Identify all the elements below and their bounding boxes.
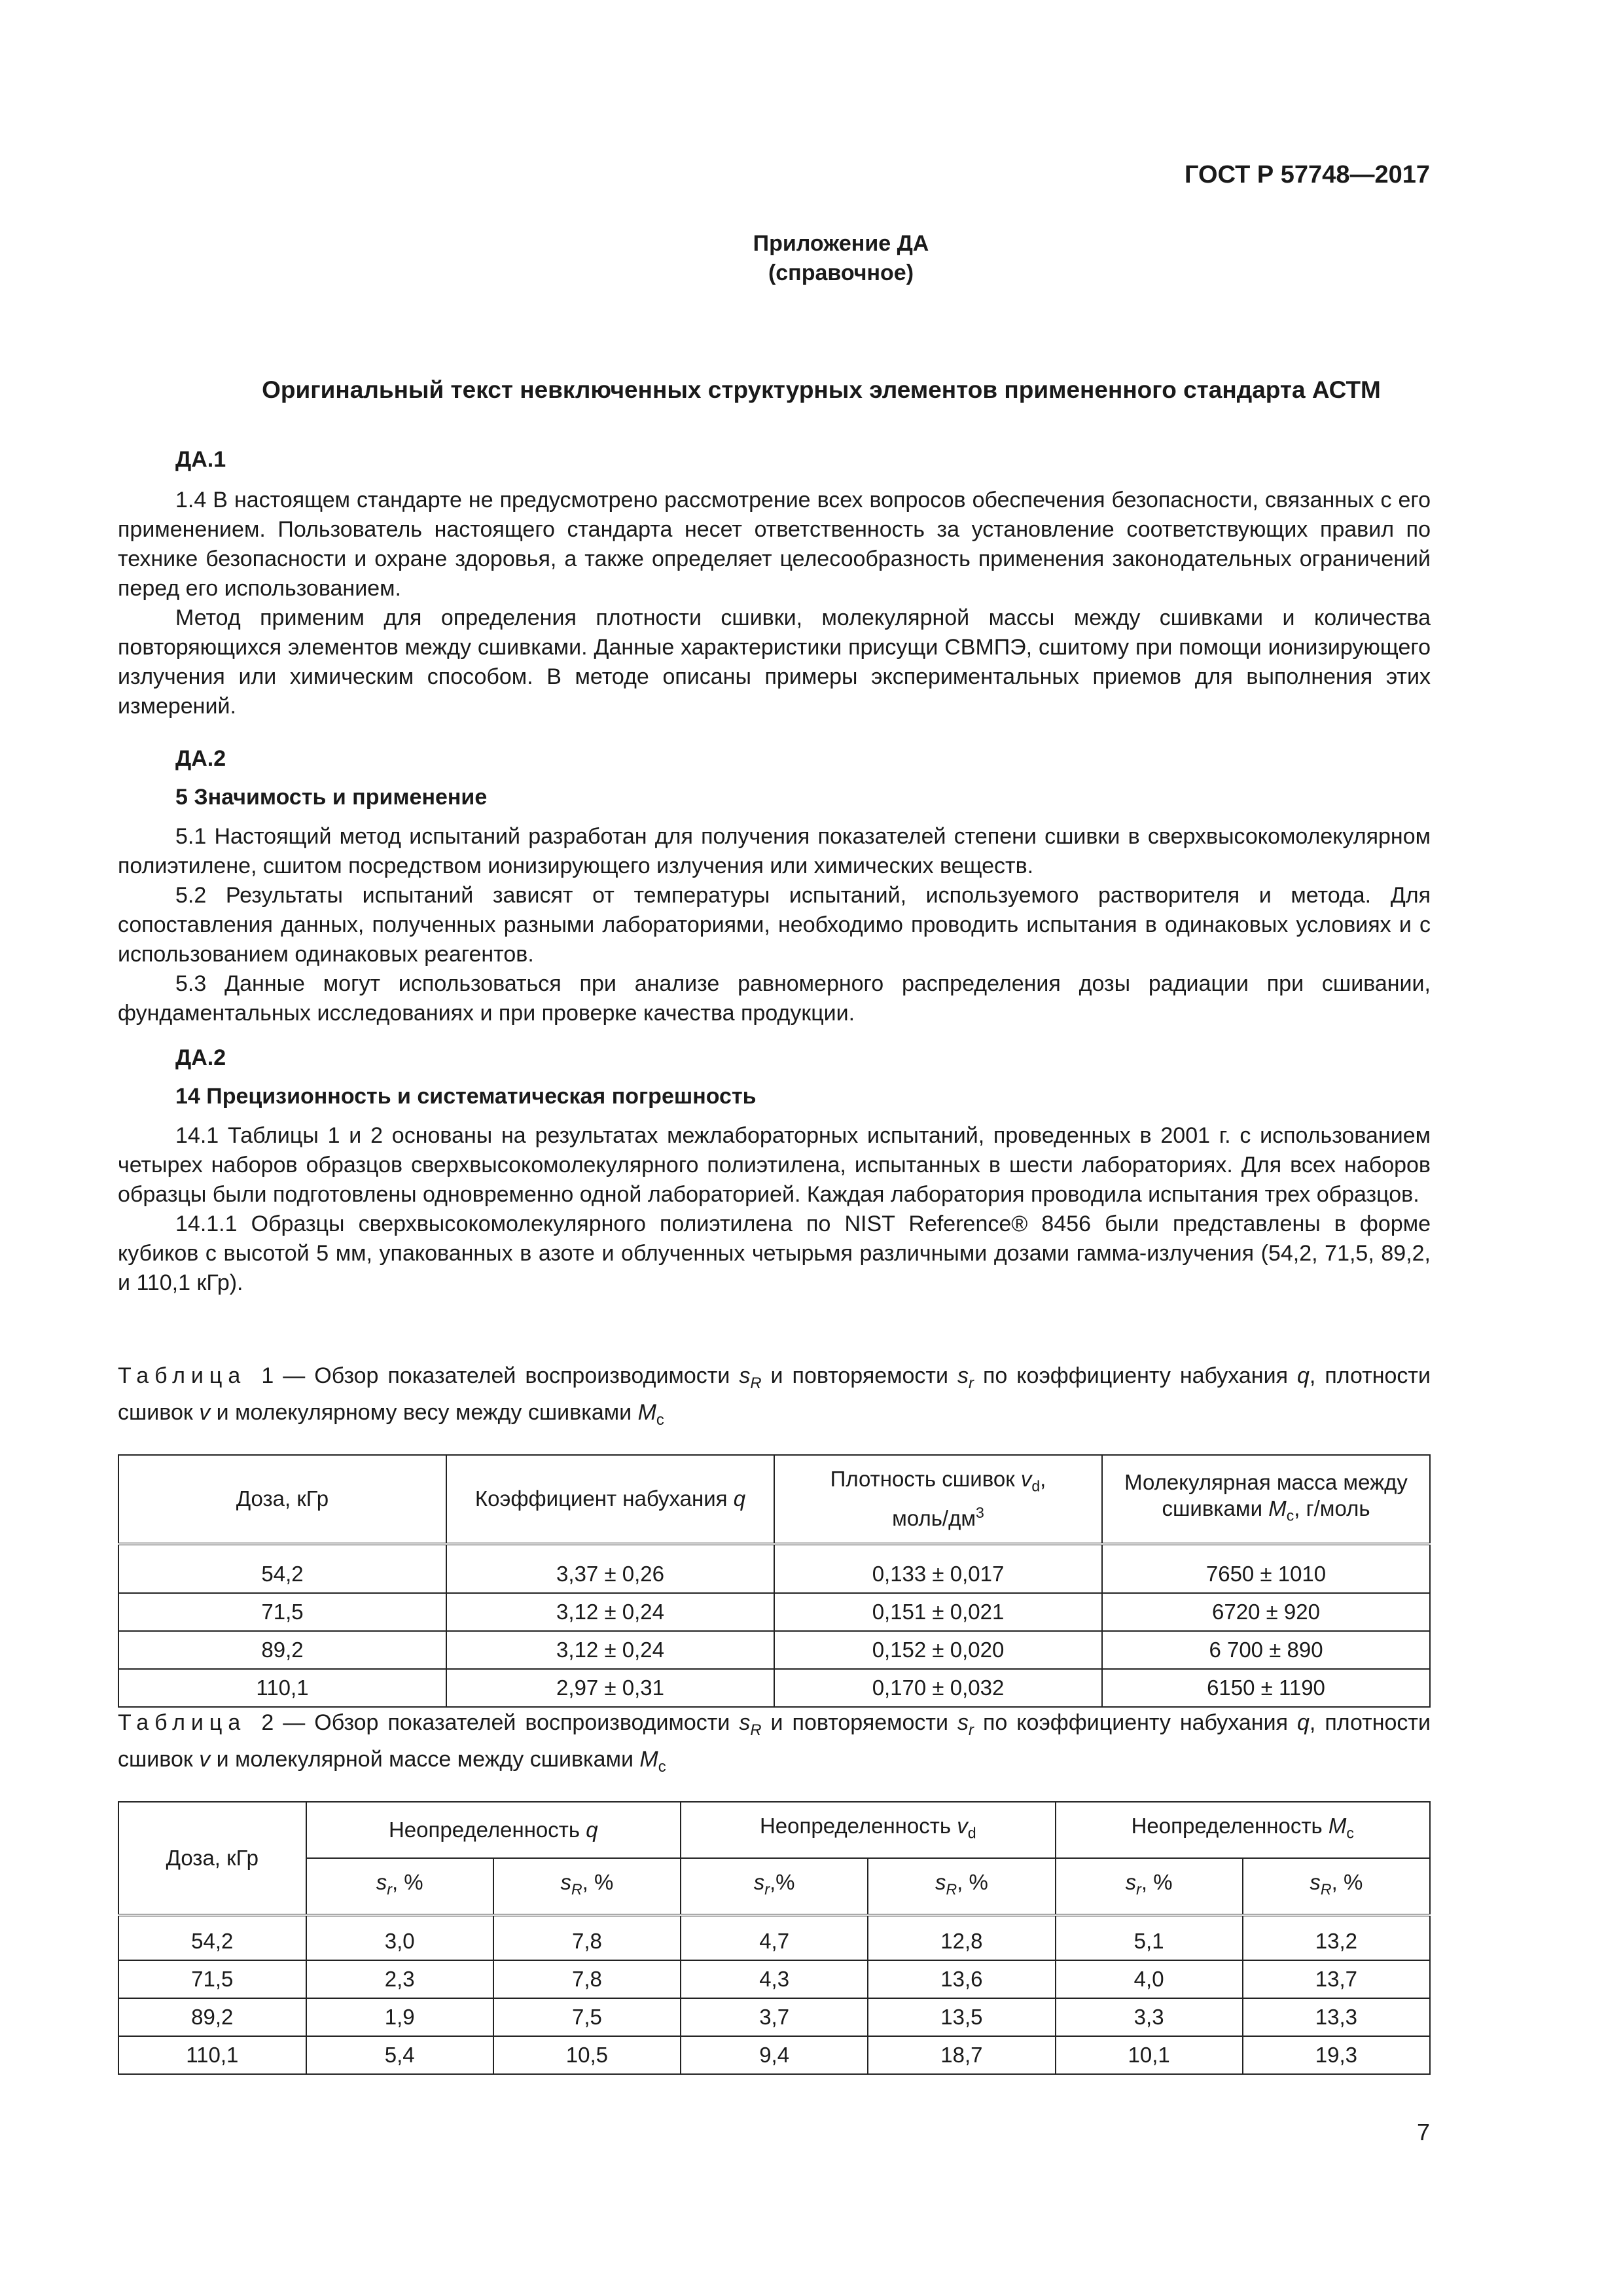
annex-subtitle: (справочное) xyxy=(768,260,914,285)
table1-block xyxy=(118,1361,1431,1708)
header-mass: Молекулярная масса между сшивками $M_c$, г/моль xyxy=(1102,1455,1430,1544)
header-unc-q: Неопределенность q xyxy=(306,1802,681,1858)
table-header-row xyxy=(118,1802,1430,1858)
cell-q-sR: 10,5 xyxy=(493,2036,681,2074)
header-sR: $s_R$, % xyxy=(868,1858,1055,1915)
cell-dose: 110,1 xyxy=(118,2036,306,2074)
section-da2-precision xyxy=(118,1045,1431,1298)
table-header-row xyxy=(118,1455,1430,1544)
cell-m-sR: 13,2 xyxy=(1243,1915,1430,1960)
document-heading: Оригинальный текст невключенных структурных элементов примененного стандарта АСТМ xyxy=(262,376,1381,403)
table-row xyxy=(118,1631,1430,1669)
annex-title: Приложение ДА xyxy=(753,231,929,256)
cell-v-sr: 9,4 xyxy=(681,2036,868,2074)
section-title: 14 Прецизионность и систематическая погрешность xyxy=(175,1084,757,1109)
table-row xyxy=(118,1593,1430,1631)
header-sR: $s_R$, % xyxy=(1243,1858,1430,1915)
standard-code: ГОСТ Р 57748—2017 xyxy=(1185,161,1430,188)
paragraph: 5.1 Настоящий метод испытаний разработан для получения показателей степени сшивки в сверхвысокомолекулярном полиэтилене, сшитом посредством ионизирующего излучения или химических веществ. xyxy=(118,824,1431,878)
cell-v: 0,151 ± 0,021 xyxy=(774,1593,1102,1631)
cell-m: 6720 ± 920 xyxy=(1102,1593,1430,1631)
cell-m-sR: 13,3 xyxy=(1243,1998,1430,2036)
cell-dose: 89,2 xyxy=(118,1998,306,2036)
table2 xyxy=(118,1801,1431,2075)
paragraph: 14.1 Таблицы 1 и 2 основаны на результатах межлабораторных испытаний, проведенных в 2001 г. с использованием четырех наборов образцов сверхвысокомолекулярного полиэтилена, испытанных в шести лабораториях. Для всех наборов образцы были подготовлены одновременно одной лабораторией. Каждая лаборатория проводила испытания трех образцов. xyxy=(118,1123,1431,1207)
cell-dose: 89,2 xyxy=(118,1631,446,1669)
table1-caption: Таблица 1 — Обзор показателей воспроизводимости $s_R$ и повторяемости $s_r$ по коэффициенту набухания q, плотности сшивок v и молекулярному весу между сшивками $M_c$ xyxy=(118,1363,1431,1429)
cell-m-sR: 13,7 xyxy=(1243,1960,1430,1998)
table-row xyxy=(118,1915,1430,1960)
cell-m: 6150 ± 1190 xyxy=(1102,1669,1430,1707)
cell-q-sr: 5,4 xyxy=(306,2036,493,2074)
cell-dose: 71,5 xyxy=(118,1960,306,1998)
cell-m-sr: 3,3 xyxy=(1056,1998,1243,2036)
cell-q-sr: 3,0 xyxy=(306,1915,493,1960)
section-title: 5 Значимость и применение xyxy=(175,785,488,810)
cell-v: 0,152 ± 0,020 xyxy=(774,1631,1102,1669)
cell-v-sr: 4,7 xyxy=(681,1915,868,1960)
section-label: ДА.2 xyxy=(175,746,226,771)
cell-q-sr: 1,9 xyxy=(306,1998,493,2036)
cell-v-sR: 12,8 xyxy=(868,1915,1055,1960)
section-da1 xyxy=(118,447,1431,721)
cell-v-sR: 18,7 xyxy=(868,2036,1055,2074)
header-sr: $s_r$, % xyxy=(306,1858,493,1915)
cell-v-sr: 4,3 xyxy=(681,1960,868,1998)
cell-m: 6 700 ± 890 xyxy=(1102,1631,1430,1669)
cell-dose: 110,1 xyxy=(118,1669,446,1707)
cell-v: 0,170 ± 0,032 xyxy=(774,1669,1102,1707)
cell-q-sR: 7,8 xyxy=(493,1960,681,1998)
header-dose: Доза, кГр xyxy=(118,1455,446,1544)
header-sr: $s_r,\%$ xyxy=(681,1858,868,1915)
cell-v-sR: 13,6 xyxy=(868,1960,1055,1998)
table-row xyxy=(118,1669,1430,1707)
section-label: ДА.1 xyxy=(175,447,226,472)
header-density: Плотность сшивок $v_d$, моль/$дм^3$ xyxy=(774,1455,1102,1544)
cell-q-sr: 2,3 xyxy=(306,1960,493,1998)
cell-q-sR: 7,5 xyxy=(493,1998,681,2036)
table1 xyxy=(118,1454,1431,1708)
paragraph: 14.1.1 Образцы сверхвысокомолекулярного полиэтилена по NIST Reference® 8456 были представлены в форме кубиков с высотой 5 мм, упакованных в азоте и облученных четырьмя различными дозами гамма-излучения (54,2, 71,5, 89,2, и 110,1 кГр). xyxy=(118,1211,1431,1295)
header-unc-m: Неопределенность $M_c$ xyxy=(1056,1802,1431,1858)
cell-v-sR: 13,5 xyxy=(868,1998,1055,2036)
table-row xyxy=(118,1960,1430,1998)
cell-m-sR: 19,3 xyxy=(1243,2036,1430,2074)
cell-q: 3,12 ± 0,24 xyxy=(446,1631,774,1669)
table-row xyxy=(118,1998,1430,2036)
table-row xyxy=(118,2036,1430,2074)
header-swelling: Коэффициент набухания q xyxy=(446,1455,774,1544)
section-label: ДА.2 xyxy=(175,1045,226,1070)
section-da2-significance xyxy=(118,746,1431,1028)
cell-m: 7650 ± 1010 xyxy=(1102,1544,1430,1593)
paragraph: Метод применим для определения плотности сшивки, молекулярной массы между сшивками и количества повторяющихся элементов между сшивками. Данные характеристики присущи СВМПЭ, сшитому при помощи ионизирующего излучения или химическим способом. В методе описаны примеры экспериментальных приемов для выполнения этих измерений. xyxy=(118,605,1431,719)
cell-q: 2,97 ± 0,31 xyxy=(446,1669,774,1707)
header-unc-v: Неопределенность $v_d$ xyxy=(681,1802,1055,1858)
cell-q: 3,37 ± 0,26 xyxy=(446,1544,774,1593)
cell-dose: 71,5 xyxy=(118,1593,446,1631)
page-number: 7 xyxy=(1416,2119,1430,2145)
table-subheader-row xyxy=(118,1858,1430,1915)
cell-m-sr: 10,1 xyxy=(1056,2036,1243,2074)
table2-caption: Таблица 2 — Обзор показателей воспроизводимости $s_R$ и повторяемости $s_r$ по коэффициенту набухания q, плотности сшивок v и молекулярной массе между сшивками $M_c$ xyxy=(118,1710,1431,1776)
cell-dose: 54,2 xyxy=(118,1544,446,1593)
cell-q-sR: 7,8 xyxy=(493,1915,681,1960)
cell-q: 3,12 ± 0,24 xyxy=(446,1593,774,1631)
header-sR: $s_R$, % xyxy=(493,1858,681,1915)
table2-block xyxy=(118,1708,1431,2075)
paragraph: 1.4 В настоящем стандарте не предусмотрено рассмотрение всех вопросов обеспечения безопасности, связанных с его применением. Пользователь настоящего стандарта несет ответственность за установление соответствующих правил по технике безопасности и охране здоровья, а также определяет целесообразность применения законодательных ограничений перед его использованием. xyxy=(118,488,1431,601)
cell-v-sr: 3,7 xyxy=(681,1998,868,2036)
cell-dose: 54,2 xyxy=(118,1915,306,1960)
cell-v: 0,133 ± 0,017 xyxy=(774,1544,1102,1593)
cell-m-sr: 5,1 xyxy=(1056,1915,1243,1960)
paragraph: 5.3 Данные могут использоваться при анализе равномерного распределения дозы радиации при сшивании, фундаментальных исследованиях и при проверке качества продукции. xyxy=(118,971,1431,1026)
header-dose: Доза, кГр xyxy=(118,1802,306,1915)
cell-m-sr: 4,0 xyxy=(1056,1960,1243,1998)
table-row xyxy=(118,1544,1430,1593)
paragraph: 5.2 Результаты испытаний зависят от температуры испытаний, используемого растворителя и метода. Для сопоставления данных, полученных разными лабораториями, необходимо проводить испытания в одинаковых условиях и с использованием одинаковых реагентов. xyxy=(118,883,1431,967)
header-sr: $s_r$, % xyxy=(1056,1858,1243,1915)
